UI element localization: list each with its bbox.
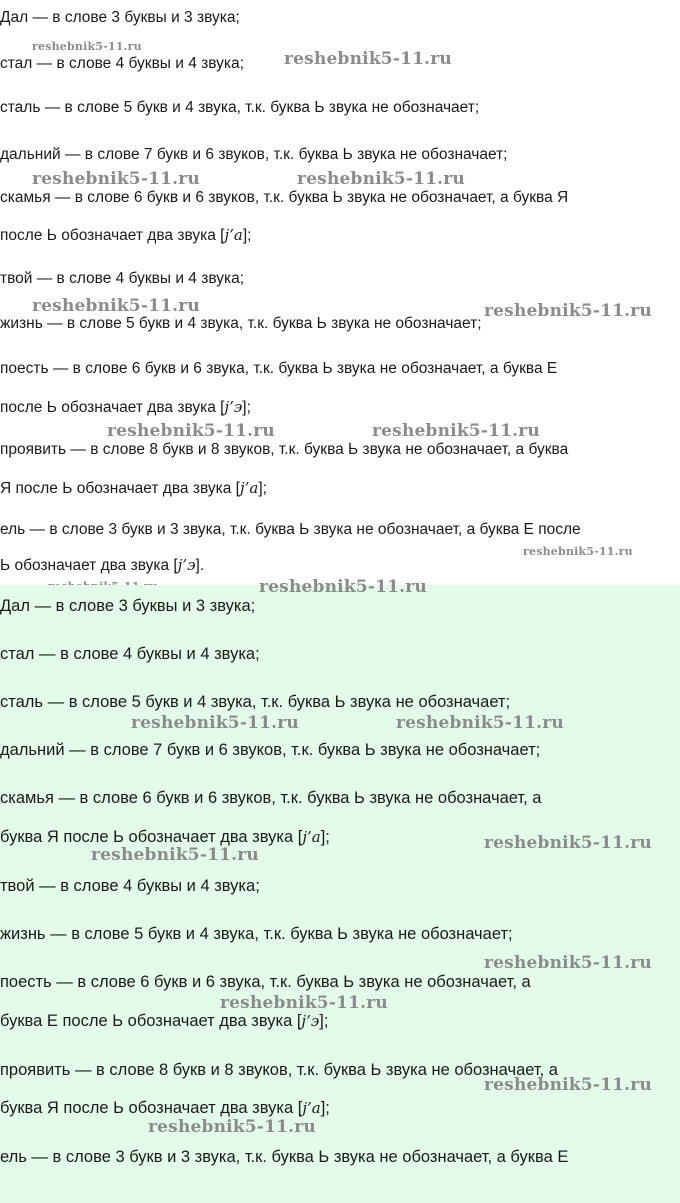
phonetic-transcription: j’a	[239, 479, 259, 497]
text-line: после Ь обозначает два звука [j’э];	[0, 398, 251, 416]
watermark: reshebnik5-11.ru	[131, 713, 299, 733]
text-line: сталь — в слове 5 букв и 4 звука, т.к. буква Ь звука не обозначает;	[0, 99, 480, 116]
phonetic-transcription: j’э	[177, 556, 196, 574]
text-line: ель — в слове 3 букв и 3 звука, т.к. буква Ь звука не обозначает, а буква Е после	[0, 521, 581, 538]
text-line: скамья — в слове 6 букв и 6 звуков, т.к. буква Ь звука не обозначает, а	[0, 789, 542, 807]
watermark: reshebnik5-11.ru	[484, 301, 652, 321]
watermark: reshebnik5-11.ru	[220, 993, 388, 1013]
text-line: буква Я после Ь обозначает два звука [j’a];	[0, 1099, 330, 1117]
watermark: reshebnik5-11.ru	[32, 40, 142, 53]
watermark: reshebnik5-11.ru	[484, 833, 652, 853]
text-line: скамья — в слове 6 букв и 6 звуков, т.к. буква Ь звука не обозначает, а буква Я	[0, 189, 569, 206]
text-line: Дал — в слове 3 буквы и 3 звука;	[0, 9, 240, 26]
phonetic-transcription: j’э	[301, 1012, 320, 1030]
text-line: ель — в слове 3 букв и 3 звука, т.к. буква Ь звука не обозначает, а буква Е	[0, 1148, 569, 1166]
phonetic-transcription: j’a	[302, 828, 321, 846]
text-line: дальний — в слове 7 букв и 6 звуков, т.к. буква Ь звука не обозначает;	[0, 146, 508, 163]
watermark: reshebnik5-11.ru	[372, 421, 540, 441]
text-line: Дал — в слове 3 буквы и 3 звука;	[0, 597, 256, 615]
text-line: буква Е после Ь обозначает два звука [j’э];	[0, 1012, 329, 1030]
watermark: reshebnik5-11.ru	[284, 49, 452, 69]
text-line: стал — в слове 4 буквы и 4 звука;	[0, 55, 244, 72]
watermark: reshebnik5-11.ru	[148, 1117, 316, 1137]
watermark: reshebnik5-11.ru	[91, 845, 259, 865]
text-line: сталь — в слове 5 букв и 4 звука, т.к. буква Ь звука не обозначает;	[0, 693, 511, 711]
watermark: reshebnik5-11.ru	[484, 953, 652, 973]
text-line: поесть — в слове 6 букв и 6 звука, т.к. буква Ь звука не обозначает, а	[0, 973, 531, 991]
text-line: буква Я после Ь обозначает два звука [j’a];	[0, 828, 330, 846]
watermark: reshebnik5-11.ru	[484, 1075, 652, 1095]
watermark: reshebnik5-11.ru	[107, 421, 275, 441]
text-line: Я после Ь обозначает два звука [j’a];	[0, 479, 267, 497]
watermark: reshebnik5-11.ru	[32, 296, 200, 316]
text-line: проявить — в слове 8 букв и 8 звуков, т.к. буква Ь звука не обозначает, а буква	[0, 441, 569, 458]
watermark: reshebnik5-11.ru	[523, 545, 633, 558]
phonetic-transcription: j’a	[224, 226, 243, 244]
text-line: твой — в слове 4 буквы и 4 звука;	[0, 270, 245, 287]
watermark: reshebnik5-11.ru	[396, 713, 564, 733]
answer-panel-top	[0, 0, 680, 585]
text-line: жизнь — в слове 5 букв и 4 звука, т.к. буква Ь звука не обозначает;	[0, 925, 513, 943]
answer-panel-bottom	[0, 577, 680, 1203]
text-line: дальний — в слове 7 букв и 6 звуков, т.к. буква Ь звука не обозначает;	[0, 741, 541, 759]
watermark: reshebnik5-11.ru	[32, 169, 200, 189]
text-line: проявить — в слове 8 букв и 8 звуков, т.к. буква Ь звука не обозначает, а	[0, 1061, 558, 1079]
watermark: reshebnik5-11.ru	[259, 577, 427, 597]
text-line: стал — в слове 4 буквы и 4 звука;	[0, 645, 260, 663]
text-line: поесть — в слове 6 букв и 6 звука, т.к. буква Ь звука не обозначает, а буква Е	[0, 360, 558, 377]
phonetic-transcription: j’a	[302, 1099, 321, 1117]
text-line: после Ь обозначает два звука [j’a];	[0, 226, 252, 244]
watermark: reshebnik5-11.ru	[297, 169, 465, 189]
text-line: жизнь — в слове 5 букв и 4 звука, т.к. буква Ь звука не обозначает;	[0, 315, 482, 332]
phonetic-transcription: j’э	[224, 398, 243, 416]
text-line: Ь обозначает два звука [j’э].	[0, 556, 205, 574]
text-line: твой — в слове 4 буквы и 4 звука;	[0, 877, 260, 895]
